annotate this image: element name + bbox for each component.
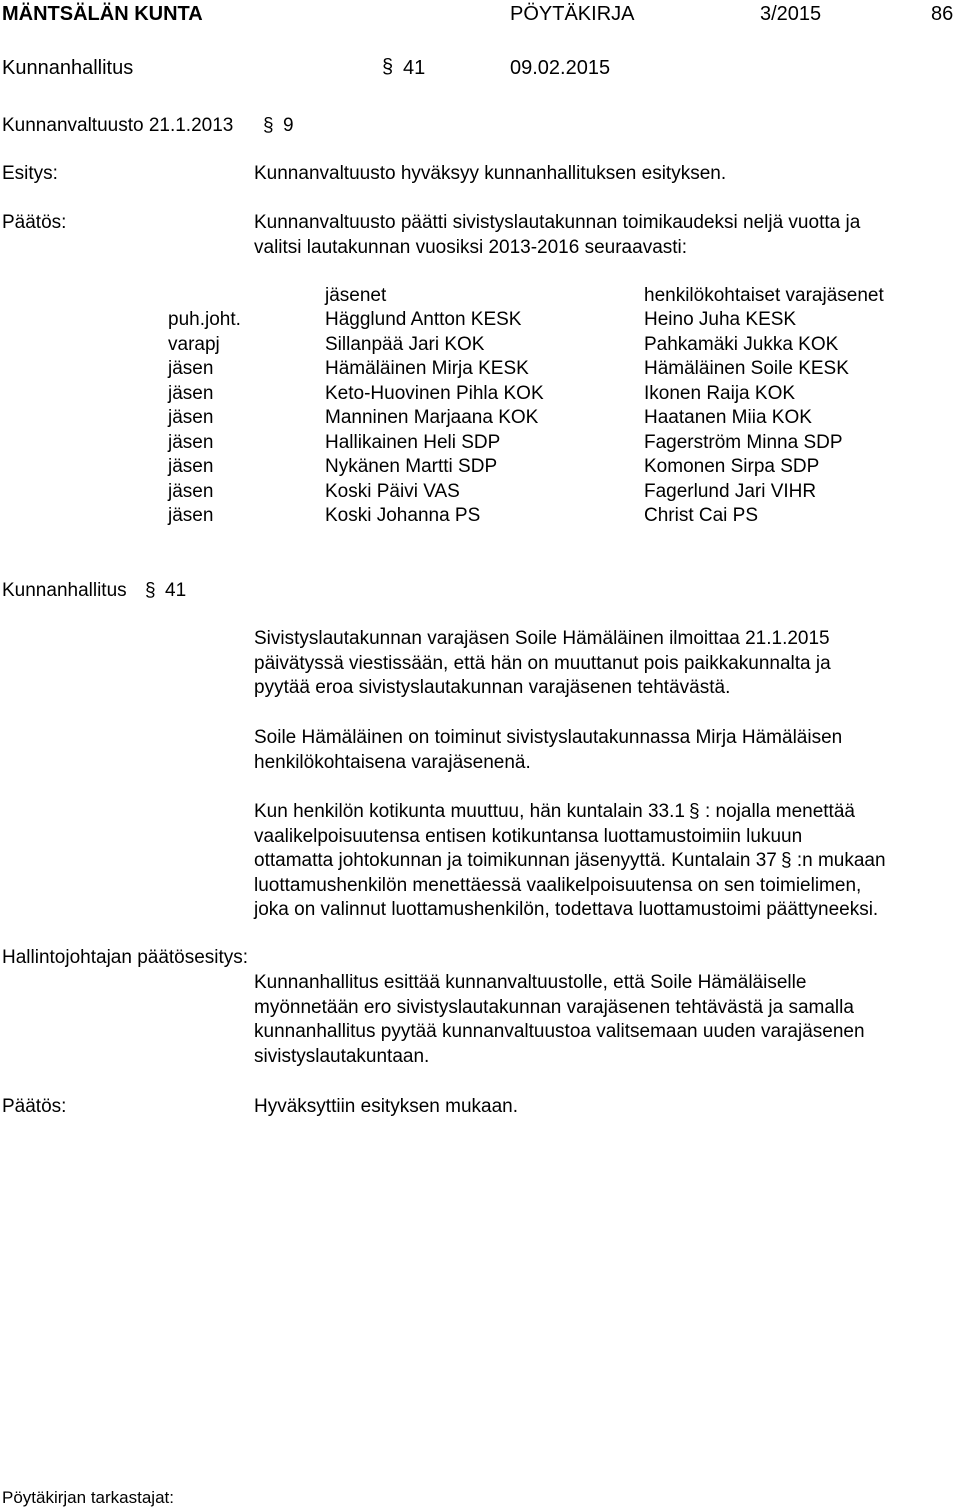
kh-paragraph-3 xyxy=(254,800,956,923)
header-date: 09.02.2015 xyxy=(510,57,611,79)
svg-text:§: § xyxy=(382,56,394,78)
table-row-role: jäsen xyxy=(168,407,214,428)
kh-paragraph-2 xyxy=(254,726,956,775)
table-row-deputy: Haatanen Miia KOK xyxy=(644,407,812,428)
table-row-deputy: Komonen Sirpa SDP xyxy=(644,456,820,477)
paragraph-line: henkilökohtaisena varajäsenenä. xyxy=(254,751,531,773)
table-row-member: Manninen Marjaana KOK xyxy=(325,407,539,428)
section-sign-icon xyxy=(780,849,794,869)
table-row-member: Nykänen Martti SDP xyxy=(325,456,498,477)
proposal-line: myönnetään ero sivistyslautakunnan varajäsenen tehtävästä ja samalla xyxy=(254,996,854,1018)
table-row-role: jäsen xyxy=(168,480,214,502)
kh-section-number: 41 xyxy=(165,580,187,601)
proposal-line: sivistyslautakuntaan. xyxy=(254,1045,430,1067)
table-row-role: jäsen xyxy=(168,358,214,379)
paatos-2-label: Päätös: xyxy=(2,1096,67,1117)
paragraph-text: ottamatta johtokunnan ja toimikunnan jäsenyyttä. Kuntalain 37 xyxy=(254,850,777,871)
previous-decision-section: 9 xyxy=(283,115,294,136)
proposal-text xyxy=(254,971,956,1069)
paatos-line: valitsi lautakunnan vuosiksi 2013-2016 seuraavasti: xyxy=(254,236,688,258)
paragraph-text: : nojalla menettää xyxy=(704,801,855,822)
kh-paragraph-1 xyxy=(254,627,956,701)
paatos-label: Päätös: xyxy=(2,212,67,233)
table-row-role: jäsen xyxy=(168,456,214,477)
paragraph-text: :n mukaan xyxy=(796,850,886,871)
previous-decision-body: Kunnanvaltuusto 21.1.2013 xyxy=(2,115,234,136)
table-row-member: Keto-Huovinen Pihla KOK xyxy=(325,382,544,404)
section-sign-icon xyxy=(262,112,276,143)
table-row-deputy: Ikonen Raija KOK xyxy=(644,382,796,404)
paragraph-line xyxy=(254,849,956,874)
members-header: jäsenet xyxy=(325,285,387,306)
table-row-deputy: Christ Cai PS xyxy=(644,505,759,526)
table-row-deputy: Fagerström Minna SDP xyxy=(644,431,843,453)
kh-section-body: Kunnanhallitus xyxy=(2,580,127,601)
paragraph-line xyxy=(254,800,956,825)
paatos-2-text: Hyväksyttiin esityksen mukaan. xyxy=(254,1096,518,1117)
section-sign-icon xyxy=(144,577,158,608)
municipality-name: MÄNTSÄLÄN KUNTA xyxy=(2,3,203,25)
paatos-text xyxy=(254,211,956,260)
paragraph-line: Soile Hämäläinen on toiminut sivistyslautakunnassa Mirja Hämäläisen xyxy=(254,727,843,748)
table-row-member: Sillanpää Jari KOK xyxy=(325,333,485,355)
table-row-role: jäsen xyxy=(168,382,214,404)
table-row-role: jäsen xyxy=(168,431,214,453)
paragraph-line: joka on valinnut luottamushenkilön, todettava luottamustoimi päättyneeksi. xyxy=(254,899,879,920)
header-section-number: 41 xyxy=(403,57,426,79)
paragraph-line: luottamushenkilön menettäessä vaalikelpoisuutensa on sen toimielimen, xyxy=(254,874,862,896)
table-row-role: varapj xyxy=(168,333,220,355)
paragraph-text: Kun henkilön kotikunta muuttuu, hän kuntalain 33.1 xyxy=(254,801,685,822)
paragraph-line: päivätyssä viestissään, että hän on muuttanut pois paikkakunnalta ja xyxy=(254,652,831,674)
paragraph-line: pyytää eroa sivistyslautakunnan varajäsenen tehtävästä. xyxy=(254,677,731,698)
proposal-line: kunnanhallitus pyytää kunnanvaltuustoa valitsemaan uuden varajäsenen xyxy=(254,1021,865,1042)
table-row-deputy: Fagerlund Jari VIHR xyxy=(644,480,817,502)
table-row-role: jäsen xyxy=(168,505,214,526)
svg-text:§: § xyxy=(145,580,156,601)
proposal-label: Hallintojohtajan päätösesitys: xyxy=(2,947,249,968)
document-number: 3/2015 xyxy=(760,3,822,25)
table-row-member: Koski Johanna PS xyxy=(325,505,481,526)
header-body: Kunnanhallitus xyxy=(2,57,134,79)
paragraph-line: Sivistyslautakunnan varajäsen Soile Hämäläinen ilmoittaa 21.1.2015 xyxy=(254,628,830,649)
table-row-deputy: Heino Juha KESK xyxy=(644,309,797,330)
table-row-member: Koski Päivi VAS xyxy=(325,480,460,502)
reviewers-label: Pöytäkirjan tarkastajat: xyxy=(2,1488,174,1507)
svg-text:§: § xyxy=(688,801,700,820)
esitys-text: Kunnanvaltuusto hyväksyy kunnanhallituksen esityksen. xyxy=(254,163,727,184)
paragraph-line: vaalikelpoisuutensa entisen kotikuntansa luottamustoimiin lukuun xyxy=(254,825,803,847)
table-row-role: puh.joht. xyxy=(168,309,241,330)
svg-text:§: § xyxy=(780,850,792,869)
table-row-deputy: Hämäläinen Soile KESK xyxy=(644,358,849,379)
paatos-line: Kunnanvaltuusto päätti sivistyslautakunnan toimikaudeksi neljä vuotta ja xyxy=(254,212,861,233)
section-sign-icon xyxy=(381,54,395,85)
table-row-member: Hallikainen Heli SDP xyxy=(325,431,501,453)
table-row-member: Hägglund Antton KESK xyxy=(325,309,522,330)
proposal-line: Kunnanhallitus esittää kunnanvaltuustolle, että Soile Hämäläiselle xyxy=(254,972,807,993)
table-row-member: Hämäläinen Mirja KESK xyxy=(325,358,529,379)
svg-text:§: § xyxy=(263,115,274,136)
table-row-deputy: Pahkamäki Jukka KOK xyxy=(644,333,839,355)
esitys-label: Esitys: xyxy=(2,163,58,184)
deputies-header: henkilökohtaiset varajäsenet xyxy=(644,285,884,306)
section-sign-icon xyxy=(688,800,702,820)
page-number: 86 xyxy=(931,3,954,25)
document-type: PÖYTÄKIRJA xyxy=(510,3,635,25)
